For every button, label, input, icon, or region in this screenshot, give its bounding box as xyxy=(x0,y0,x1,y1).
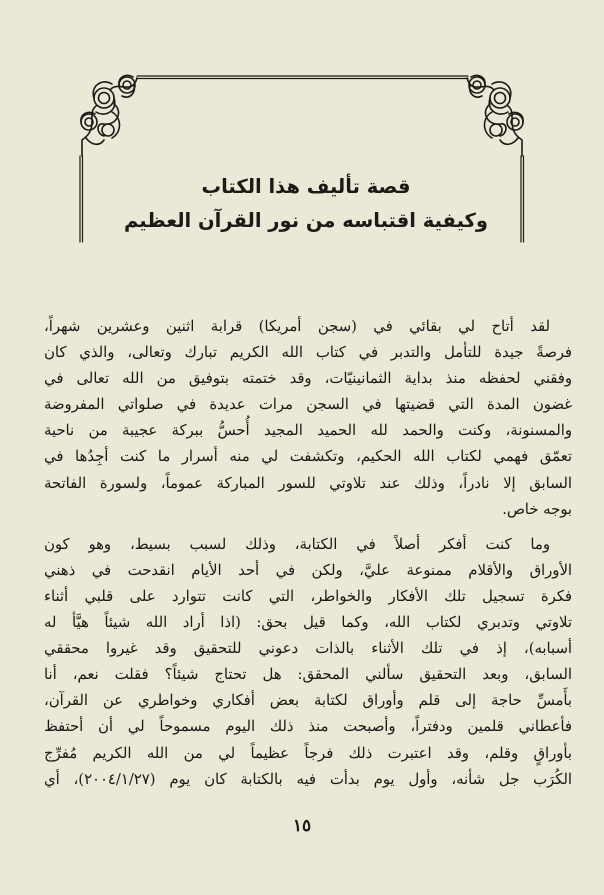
page-number: ١٥ xyxy=(292,816,312,836)
text-line: بوجه خاص. xyxy=(502,500,572,518)
text-line: وما كنت أفكر أصلاً في الكتابة، وذلك لسبب بسيط، وهو كون xyxy=(44,535,550,553)
title-line-1: قصة تأليف هذا الكتاب xyxy=(201,175,411,198)
corner-ornament-icon xyxy=(467,75,523,156)
text-line: بأوراقٍ وقلم، وقد اعتبرت ذلك فرجاً عظيماً لي من الله الكريم مُفرِّج xyxy=(44,744,572,762)
text-line: تعمّق فهمي لكتاب الله الحكيم، وتكشفت لي منه أسرار ما كنت أجِدُها في xyxy=(44,448,572,466)
text-line: لقد أتاح لي بقائي في (سجن أمريكا) قرابة اثنين وعشرين شهراً، xyxy=(44,318,550,335)
text-line: فرصةً جيدة للتأمل والتدبر في كتاب الله الكريم تبارك وتعالى، والذي كان xyxy=(44,344,572,362)
text-line: السابق إلا نادراً، وذلك عند تلاوتي للسور المباركة عموماً، ولسورة الفاتحة xyxy=(44,474,572,492)
text-line: فأعطاني قلمين ودفتراً، وأصبحت منذ ذلك اليوم مسموحاً لي أن أحتفظ xyxy=(44,718,572,736)
text-line: الأوراق والأقلام ممنوعة عليَّ، ولكن في أحد الأيام انقدحت في ذهني xyxy=(44,561,572,579)
paragraph-2 xyxy=(44,532,572,793)
text-line: والمسنونة، وكنت والحمد لله الحميد المجيد أُحسُّ ببركة عجيبة من ناحية xyxy=(44,422,572,440)
text-line: أسبابه)، إذ في تلك الأثناء بالذات دعوني للتحقيق وقد غيروا محققي xyxy=(44,640,572,658)
text-line: وفقني لحفظه منذ بداية الثمانينيّات، وقد ختمته بتوفيق من الله تعالى في xyxy=(44,370,572,388)
body-text xyxy=(44,314,572,793)
text-line: السابق، وبعد التحقيق سألني المحقق: هل تحتاج شيئاً؟ فقلت نعم، أنا xyxy=(44,666,572,684)
text-line: فكرة تسجيل تلك الأفكار والخواطر، التي كانت تتوارد على قلبي أثناء xyxy=(44,587,572,605)
paragraph-1 xyxy=(44,314,572,523)
corner-ornament-icon xyxy=(81,75,137,156)
text-line: غضون المدة التي قضيتها في السجن مرات عديدة في صلواتي المفروضة xyxy=(44,396,572,414)
title-line-2: وكيفية اقتباسه من نور القرآن العظيم xyxy=(123,209,489,232)
text-line: تلاوتي وتدبري لكتاب الله، وكما قيل بحق: (اذا أراد الله شيئاً هيَّأ له xyxy=(44,614,572,632)
chapter-title xyxy=(120,170,492,238)
text-line: بأَمسِّ حاجة إلى قلم وأوراق لكتابة بعض أفكاري وخواطري عن القرآن، xyxy=(44,692,572,710)
text-line: الكُرَب جل شأنه، وأول يوم بدأت فيه بالكتابة كان يوم (٢٠٠٤/١/٢٧)، أي xyxy=(44,770,572,788)
